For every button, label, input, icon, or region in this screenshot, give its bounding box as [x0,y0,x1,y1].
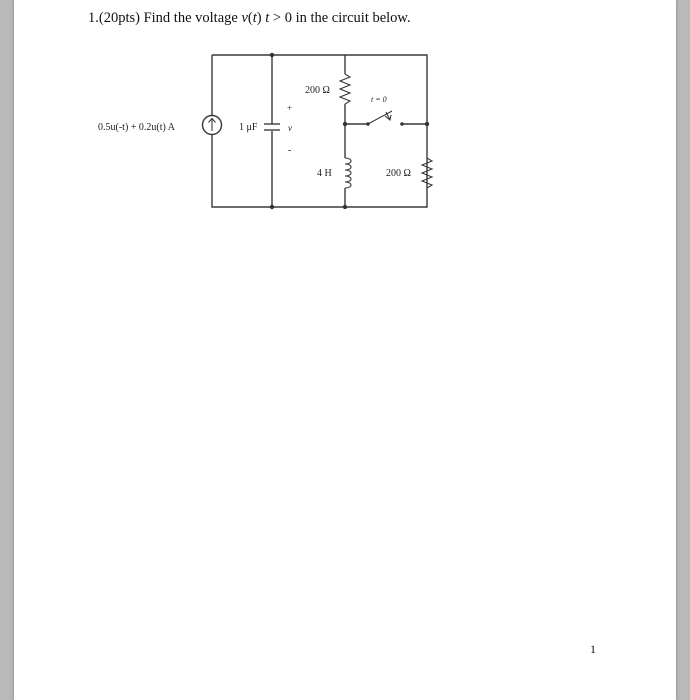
capacitor-symbol [264,124,280,130]
voltage-minus-sign: - [288,145,292,156]
time-symbol: t [252,10,257,26]
junction-dot [343,205,347,209]
resistor-top-label: 200 Ω [305,85,330,96]
current-source-symbol [200,115,224,135]
circuit-diagram [14,0,676,700]
time-symbol-condition: t [265,10,270,26]
switch-symbol [366,111,404,126]
page-number: 1 [590,642,596,656]
resistor-right-label: 200 Ω [386,168,411,179]
source-label: 0.5u(-t) + 0.2u(t) A [98,122,176,133]
junction-dot [343,122,347,126]
inductor-label: 4 H [317,168,332,179]
document-page [14,0,676,700]
voltage-label: v [288,123,292,133]
junction-dot [425,122,429,126]
junction-dot [270,53,274,57]
switch-time-label: t = 0 [371,95,387,104]
paren-close: ) [256,10,266,26]
inductor-symbol [345,158,351,188]
voltage-plus-sign: + [287,103,293,113]
capacitor-label: 1 μF [239,122,258,133]
resistor-top-symbol [340,74,350,104]
paren-open: ( [247,10,253,26]
question-prefix: 1.(20pts) Find the voltage [88,10,242,26]
junction-dot [270,205,274,209]
voltage-symbol: v [241,10,248,26]
question-suffix: > 0 in the circuit below. [269,10,411,26]
